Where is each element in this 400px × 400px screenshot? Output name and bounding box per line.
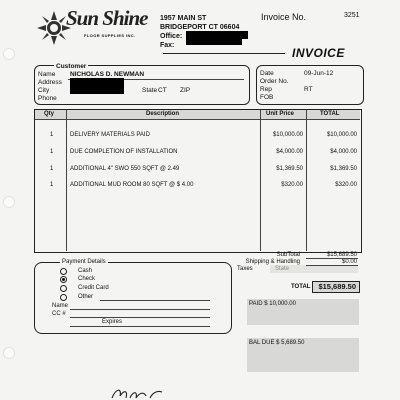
column-header-description: Description	[146, 111, 180, 117]
payment-option-other-radio[interactable]	[60, 294, 67, 301]
other-payment-line	[100, 300, 210, 301]
balance-due-note: BAL DUE $ 5,689.50	[249, 340, 305, 346]
city-label: City	[38, 87, 50, 94]
tax-state-field	[270, 265, 358, 273]
table-header-background	[35, 110, 360, 119]
payment-expires-label: Expires	[102, 319, 123, 325]
payment-option-cash-label: Cash	[78, 268, 93, 274]
shipping-label: Shipping & Handling	[245, 259, 300, 265]
shipping-value: $0.00	[341, 259, 357, 265]
row-total: $320.00	[335, 182, 357, 188]
row-description: DELIVERY MATERIALS PAID	[70, 132, 150, 138]
line-items-table	[34, 109, 362, 253]
handwritten-signature	[110, 386, 170, 400]
title-rule	[163, 53, 285, 54]
date-label: Date	[260, 70, 274, 77]
subtotal-label: SubTotal	[276, 252, 300, 258]
row-qty: 1	[50, 166, 54, 172]
payment-option-check-radio[interactable]	[60, 276, 67, 283]
rep-value: RT	[304, 86, 313, 93]
order-date: 09-Jun-12	[304, 70, 334, 77]
subtotal-value: $15,689.50	[326, 252, 357, 258]
row-unit-price: $10,000.00	[272, 132, 303, 138]
customer-state: CT	[158, 87, 167, 94]
payment-option-other-label: Other	[78, 294, 94, 300]
row-total: $1,369.50	[330, 166, 357, 172]
row-qty: 1	[50, 182, 54, 188]
address-city: BRIDGEPORT CT 06604	[160, 24, 240, 31]
totals-divider	[306, 265, 358, 266]
payment-option-cash-radio[interactable]	[60, 268, 67, 275]
invoice-number-label: Invoice No.	[261, 12, 307, 22]
name-label: Name	[38, 71, 56, 78]
logo-subtitle: FLOOR SUPPLIES INC.	[84, 33, 136, 38]
invoice-number: 3251	[344, 12, 360, 19]
order-no-label: Order No.	[260, 78, 289, 85]
column-header-qty: Qty	[44, 111, 55, 117]
invoice-title: INVOICE	[292, 46, 345, 60]
row-qty: 1	[50, 132, 54, 138]
payment-cc-line	[70, 317, 210, 318]
taxes-label: Taxes	[237, 266, 253, 272]
logo-wordmark: Sun Shine	[66, 6, 148, 30]
punch-hole-bottom	[3, 347, 15, 359]
qty-column-divider	[66, 110, 67, 251]
row-description: ADDITIONAL 4" SWO 550 SQFT @ 2.49	[70, 166, 180, 172]
payment-details-title: Payment Details	[62, 259, 106, 265]
row-qty: 1	[50, 149, 54, 155]
address-street: 1957 MAIN ST	[160, 15, 207, 22]
column-header-unit-price: Unit Price	[266, 111, 295, 117]
customer-name: NICHOLAS D. NEWMAN	[70, 71, 145, 78]
redacted-address	[70, 78, 124, 94]
office-label: Office:	[160, 33, 183, 40]
phone-label: Phone	[38, 95, 57, 102]
payment-name-line	[70, 309, 210, 310]
column-header-total: TOTAL	[320, 111, 340, 117]
rep-label: Rep	[260, 86, 272, 93]
fax-label: Fax:	[160, 42, 175, 49]
payment-option-check-label: Check	[78, 276, 96, 282]
table-header-divider	[35, 119, 360, 120]
punch-hole-top	[3, 48, 15, 60]
row-description: DUE COMPLETION OF INSTALLATION	[70, 149, 178, 155]
payment-cc-label: CC #	[52, 311, 66, 317]
state-label: State	[142, 87, 158, 94]
row-unit-price: $4,000.00	[276, 149, 303, 155]
paid-note: PAID $ 10,000.00	[249, 301, 296, 307]
payment-option-credit-card-label: Credit Card	[78, 285, 109, 291]
row-total: $4,000.00	[330, 149, 357, 155]
totals-divider	[306, 258, 358, 259]
grand-total-value: $15,689.50	[318, 282, 356, 291]
punch-hole-middle	[3, 196, 15, 208]
address-label: Address	[38, 79, 62, 86]
customer-section-label: Customer	[56, 63, 87, 70]
company-logo	[36, 6, 152, 46]
total-label: TOTAL	[291, 284, 311, 290]
redacted-fax-number	[186, 36, 242, 45]
row-description: ADDITIONAL MUD ROOM 80 SQFT @ $ 4.00	[70, 182, 194, 188]
payment-expires-line	[70, 326, 210, 327]
payment-option-credit-card-radio[interactable]	[60, 285, 67, 292]
row-total: $10,000.00	[326, 132, 357, 138]
row-unit-price: $1,369.50	[276, 166, 303, 172]
payment-name-label: Name	[52, 303, 69, 309]
zip-label: ZIP	[180, 87, 191, 94]
row-unit-price: $320.00	[281, 182, 303, 188]
fob-label: FOB	[260, 94, 274, 101]
